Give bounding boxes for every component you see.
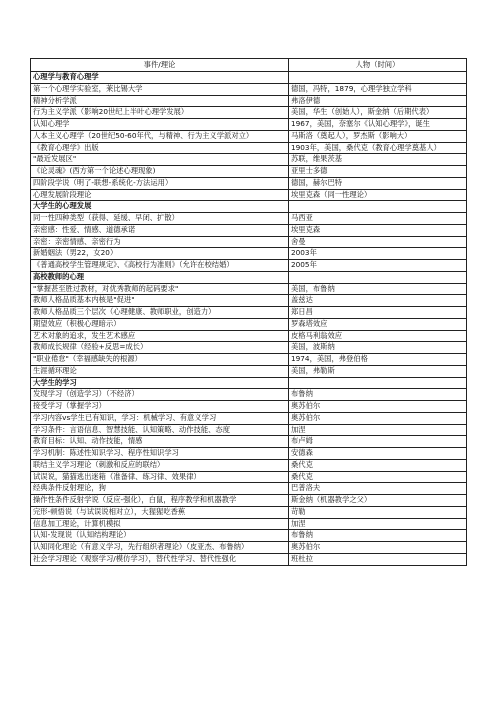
- table-row: [31, 307, 467, 319]
- event-cell: 艺术对象的追求，发生艺术感应: [31, 330, 289, 342]
- person-cell: 斯金纳（机器教学之父）: [289, 495, 467, 507]
- table-row: [31, 436, 467, 448]
- event-cell: 亲密感：性爱、情感、道德承诺: [31, 224, 289, 236]
- person-cell: 奥苏伯尔: [289, 412, 467, 424]
- table-row: [31, 506, 467, 518]
- table-row: [31, 553, 467, 565]
- section-title: 心理学与教育心理学: [31, 72, 289, 84]
- person-cell: 奥苏伯尔: [289, 542, 467, 554]
- table-row: [31, 424, 467, 436]
- table-row: [31, 459, 467, 471]
- person-cell: [289, 201, 467, 213]
- table-row: [31, 236, 467, 248]
- person-cell: 苛勒: [289, 506, 467, 518]
- event-cell: 学习机制：陈述性知识学习、程序性知识学习: [31, 448, 289, 460]
- person-cell: [289, 72, 467, 84]
- person-cell: 马斯洛（奠起人），罗杰斯（影响大）: [289, 130, 467, 142]
- person-cell: 美国，波斯纳: [289, 342, 467, 354]
- person-cell: 布鲁纳: [289, 530, 467, 542]
- event-cell: 联结主义学习理论（刺激和反应的联结）: [31, 459, 289, 471]
- person-cell: 1903年，美国，桑代克（教育心理学奠基人）: [289, 142, 467, 154]
- table-row: [31, 518, 467, 530]
- event-cell: "最近发展区": [31, 154, 289, 166]
- person-cell: 2005年: [289, 260, 467, 272]
- section-title: 高校教师的心理: [31, 271, 289, 283]
- person-cell: 安德森: [289, 448, 467, 460]
- table-row: [31, 130, 467, 142]
- table-row: [31, 119, 467, 131]
- event-cell: 操作性条件反射学说（反应-强化），白鼠，程序教学和机器教学: [31, 495, 289, 507]
- section-title: 大学生的心理发展: [31, 201, 289, 213]
- header-person-time: 人物（时间）: [289, 59, 467, 72]
- event-cell: 教师成长规律（经验+反思=成长）: [31, 342, 289, 354]
- table-row: [31, 166, 467, 178]
- person-cell: 美国，弗勒斯: [289, 365, 467, 377]
- header-event-theory: 事件/理论: [31, 59, 289, 72]
- event-cell: "掌握甚至胜过教材，对优秀教师的起码要求": [31, 283, 289, 295]
- person-cell: 埃里克森（同一性理论）: [289, 189, 467, 201]
- table-row: [31, 154, 467, 166]
- summary-table: [30, 58, 467, 566]
- table-row: [31, 542, 467, 554]
- person-cell: 2003年: [289, 248, 467, 260]
- event-cell: 教育目标：认知、动作技能，情感: [31, 436, 289, 448]
- event-cell: 经典条件反射理论，狗: [31, 483, 289, 495]
- event-cell: 社会学习理论（观察学习/模仿学习），替代性学习、替代性强化: [31, 553, 289, 565]
- event-cell: 发现学习（创造学习）（不经济）: [31, 389, 289, 401]
- table-body: [31, 72, 467, 566]
- table-row: [31, 107, 467, 119]
- table-row: [31, 260, 467, 272]
- section-title: 大学生的学习: [31, 377, 289, 389]
- section-row: [31, 271, 467, 283]
- table-row: [31, 483, 467, 495]
- event-cell: 行为主义学派（影响20世纪上半叶心理学发展）: [31, 107, 289, 119]
- event-cell: 信息加工理论，计算机模拟: [31, 518, 289, 530]
- table-row: [31, 389, 467, 401]
- table-row: [31, 318, 467, 330]
- person-cell: 马西亚: [289, 213, 467, 225]
- table-row: [31, 354, 467, 366]
- table-row: [31, 471, 467, 483]
- table-row: [31, 330, 467, 342]
- event-cell: 认知同化理论（有意义学习，先行组织者理论）（皮亚杰、布鲁纳）: [31, 542, 289, 554]
- event-cell: 完形-顿悟说（与试误说相对立），大猩猩吃香蕉: [31, 506, 289, 518]
- person-cell: 桑代克: [289, 471, 467, 483]
- event-cell: "职业倦怠"（幸福感缺失的根源）: [31, 354, 289, 366]
- event-cell: 教师人格品质基本内核是"促进": [31, 295, 289, 307]
- event-cell: 人本主义心理学（20世纪50-60年代，与精神、行为主义学派对立）: [31, 130, 289, 142]
- table-row: [31, 142, 467, 154]
- event-cell: 第一个心理学实验室，莱比锡大学: [31, 83, 289, 95]
- table-header-row: [31, 59, 467, 72]
- person-cell: 1974，美国，弗登伯格: [289, 354, 467, 366]
- person-cell: 德国，冯特，1879，心理学独立学科: [289, 83, 467, 95]
- person-cell: 1967，美国，奈塞尔《认知心理学》，诞生: [289, 119, 467, 131]
- person-cell: 德国，赫尔巴特: [289, 177, 467, 189]
- section-row: [31, 377, 467, 389]
- person-cell: 加涅: [289, 518, 467, 530]
- table-row: [31, 401, 467, 413]
- table-row: [31, 495, 467, 507]
- event-cell: 期望效应（积极心理暗示）: [31, 318, 289, 330]
- person-cell: 巴普洛夫: [289, 483, 467, 495]
- event-cell: 新婚姻法（男22，女20）: [31, 248, 289, 260]
- event-cell: 亲密：亲密情感、亲密行为: [31, 236, 289, 248]
- event-cell: 《普通高校学生管理规定》、《高校行为准则》（允许在校结婚）: [31, 260, 289, 272]
- table-row: [31, 283, 467, 295]
- table-row: [31, 83, 467, 95]
- person-cell: [289, 271, 467, 283]
- table-row: [31, 530, 467, 542]
- table-row: [31, 412, 467, 424]
- person-cell: 罗森塔效应: [289, 318, 467, 330]
- table-row: [31, 365, 467, 377]
- table-row: [31, 95, 467, 107]
- section-row: [31, 201, 467, 213]
- table-row: [31, 213, 467, 225]
- section-row: [31, 72, 467, 84]
- table-row: [31, 295, 467, 307]
- person-cell: [289, 377, 467, 389]
- person-cell: 美国，华生（创始人），斯金纳（后期代表）: [289, 107, 467, 119]
- event-cell: 认知心理学: [31, 119, 289, 131]
- event-cell: 《论灵魂》(西方第一个论述心理现象): [31, 166, 289, 178]
- table-row: [31, 248, 467, 260]
- person-cell: 郑日昌: [289, 307, 467, 319]
- table-row: [31, 177, 467, 189]
- event-cell: 接受学习（掌握学习）: [31, 401, 289, 413]
- person-cell: 埃里克森: [289, 224, 467, 236]
- person-cell: 奥苏伯尔: [289, 401, 467, 413]
- event-cell: 四阶段学说（明了-联想-系统化-方法运用）: [31, 177, 289, 189]
- person-cell: 皮格马利翁效应: [289, 330, 467, 342]
- person-cell: 班杜拉: [289, 553, 467, 565]
- event-cell: 学习内容vs学生已有知识，学习：机械学习、有意义学习: [31, 412, 289, 424]
- table-row: [31, 448, 467, 460]
- person-cell: 舍曼: [289, 236, 467, 248]
- person-cell: 苏联，维果茨基: [289, 154, 467, 166]
- event-cell: 《教育心理学》出版: [31, 142, 289, 154]
- person-cell: 加涅: [289, 424, 467, 436]
- table-row: [31, 224, 467, 236]
- person-cell: 布鲁纳: [289, 389, 467, 401]
- event-cell: 认知-发现说（认知结构理论）: [31, 530, 289, 542]
- table-row: [31, 342, 467, 354]
- person-cell: 桑代克: [289, 459, 467, 471]
- person-cell: 布卢姆: [289, 436, 467, 448]
- event-cell: 教师人格品质三个层次（心理健康、教师职业，创造力）: [31, 307, 289, 319]
- event-cell: 试误说，猫猫逃出迷箱（准备律、练习律、效果律）: [31, 471, 289, 483]
- person-cell: 亚里士多德: [289, 166, 467, 178]
- event-cell: 精神分析学派: [31, 95, 289, 107]
- person-cell: 美国，布鲁纳: [289, 283, 467, 295]
- event-cell: 学习条件：言语信息、智慧技能、认知策略、动作技能、态度: [31, 424, 289, 436]
- table-row: [31, 189, 467, 201]
- person-cell: 盖兹达: [289, 295, 467, 307]
- event-cell: 心理发展阶段理论: [31, 189, 289, 201]
- person-cell: 弗洛伊德: [289, 95, 467, 107]
- event-cell: 同一性四种类型（获得、延缓、早闭、扩散）: [31, 213, 289, 225]
- event-cell: 生涯循环理论: [31, 365, 289, 377]
